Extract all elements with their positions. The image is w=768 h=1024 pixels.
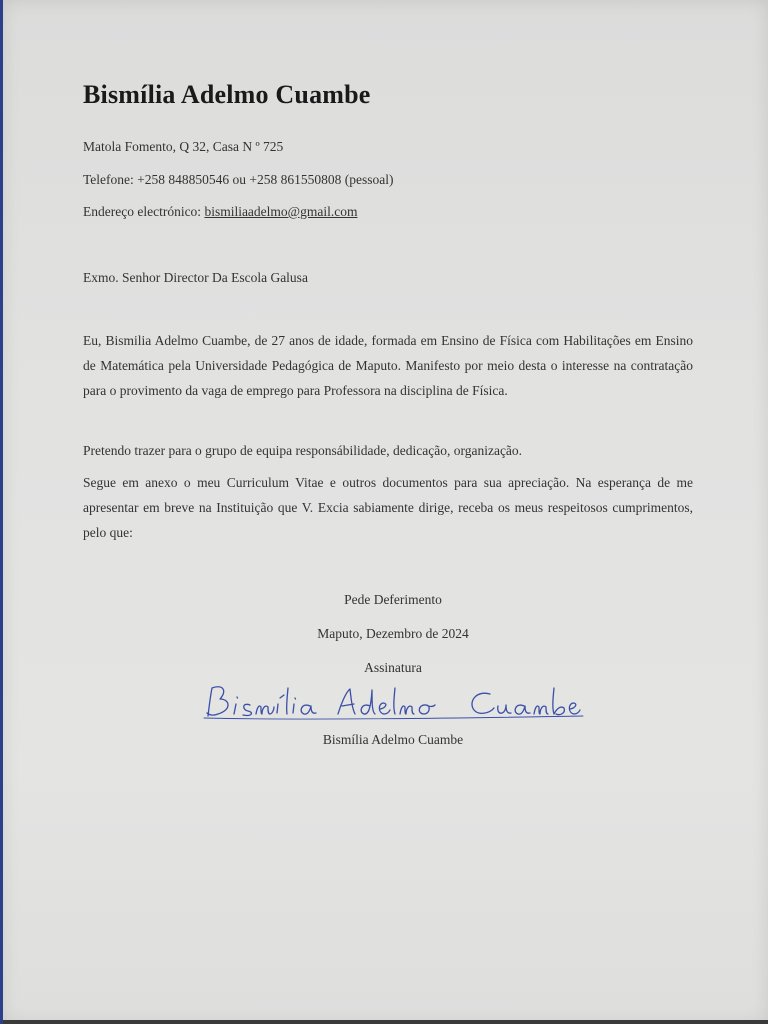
place-date-line: Maputo, Dezembro de 2024 bbox=[317, 626, 469, 641]
email-label: Endereço electrónico: bbox=[83, 204, 205, 219]
letter-page bbox=[3, 0, 768, 1024]
page-bottom-edge bbox=[3, 1020, 768, 1024]
signature-label: Assinatura bbox=[364, 660, 422, 675]
sender-phone: Telefone: +258 848850546 ou +258 861550808 (pessoal) bbox=[83, 172, 394, 187]
sender-address: Matola Fomento, Q 32, Casa N º 725 bbox=[83, 139, 284, 154]
handwritten-signature bbox=[198, 680, 588, 730]
sender-name-heading: Bismília Adelmo Cuambe bbox=[83, 80, 371, 109]
sender-email-line bbox=[83, 204, 357, 220]
body-paragraph-1: Eu, Bismilia Adelmo Cuambe, de 27 anos de idade, formada em Ensino de Física com Habilitações em Ensino de Matemática pela Universidade Pedagógica de Maputo. Manifesto por meio desta o interesse na contratação para o provimento da vaga de emprego para Professora na disciplina de Física. bbox=[83, 333, 693, 398]
body-paragraph-3: Segue em anexo o meu Curriculum Vitae e outros documentos para sua apreciação. Na esperança de me apresentar em breve na Instituição que V. Excia sabiamente dirige, receba os meus respeitosos cumprimentos, pelo que: bbox=[83, 475, 693, 540]
printed-name: Bismília Adelmo Cuambe bbox=[322, 732, 464, 747]
closing-line: Pede Deferimento bbox=[344, 592, 442, 607]
recipient-line: Exmo. Senhor Director Da Escola Galusa bbox=[83, 270, 308, 285]
email-link[interactable]: bismiliaadelmo@gmail.com bbox=[204, 204, 358, 219]
body-paragraph-2: Pretendo trazer para o grupo de equipa responsábilidade, dedicação, organização. bbox=[83, 443, 523, 458]
